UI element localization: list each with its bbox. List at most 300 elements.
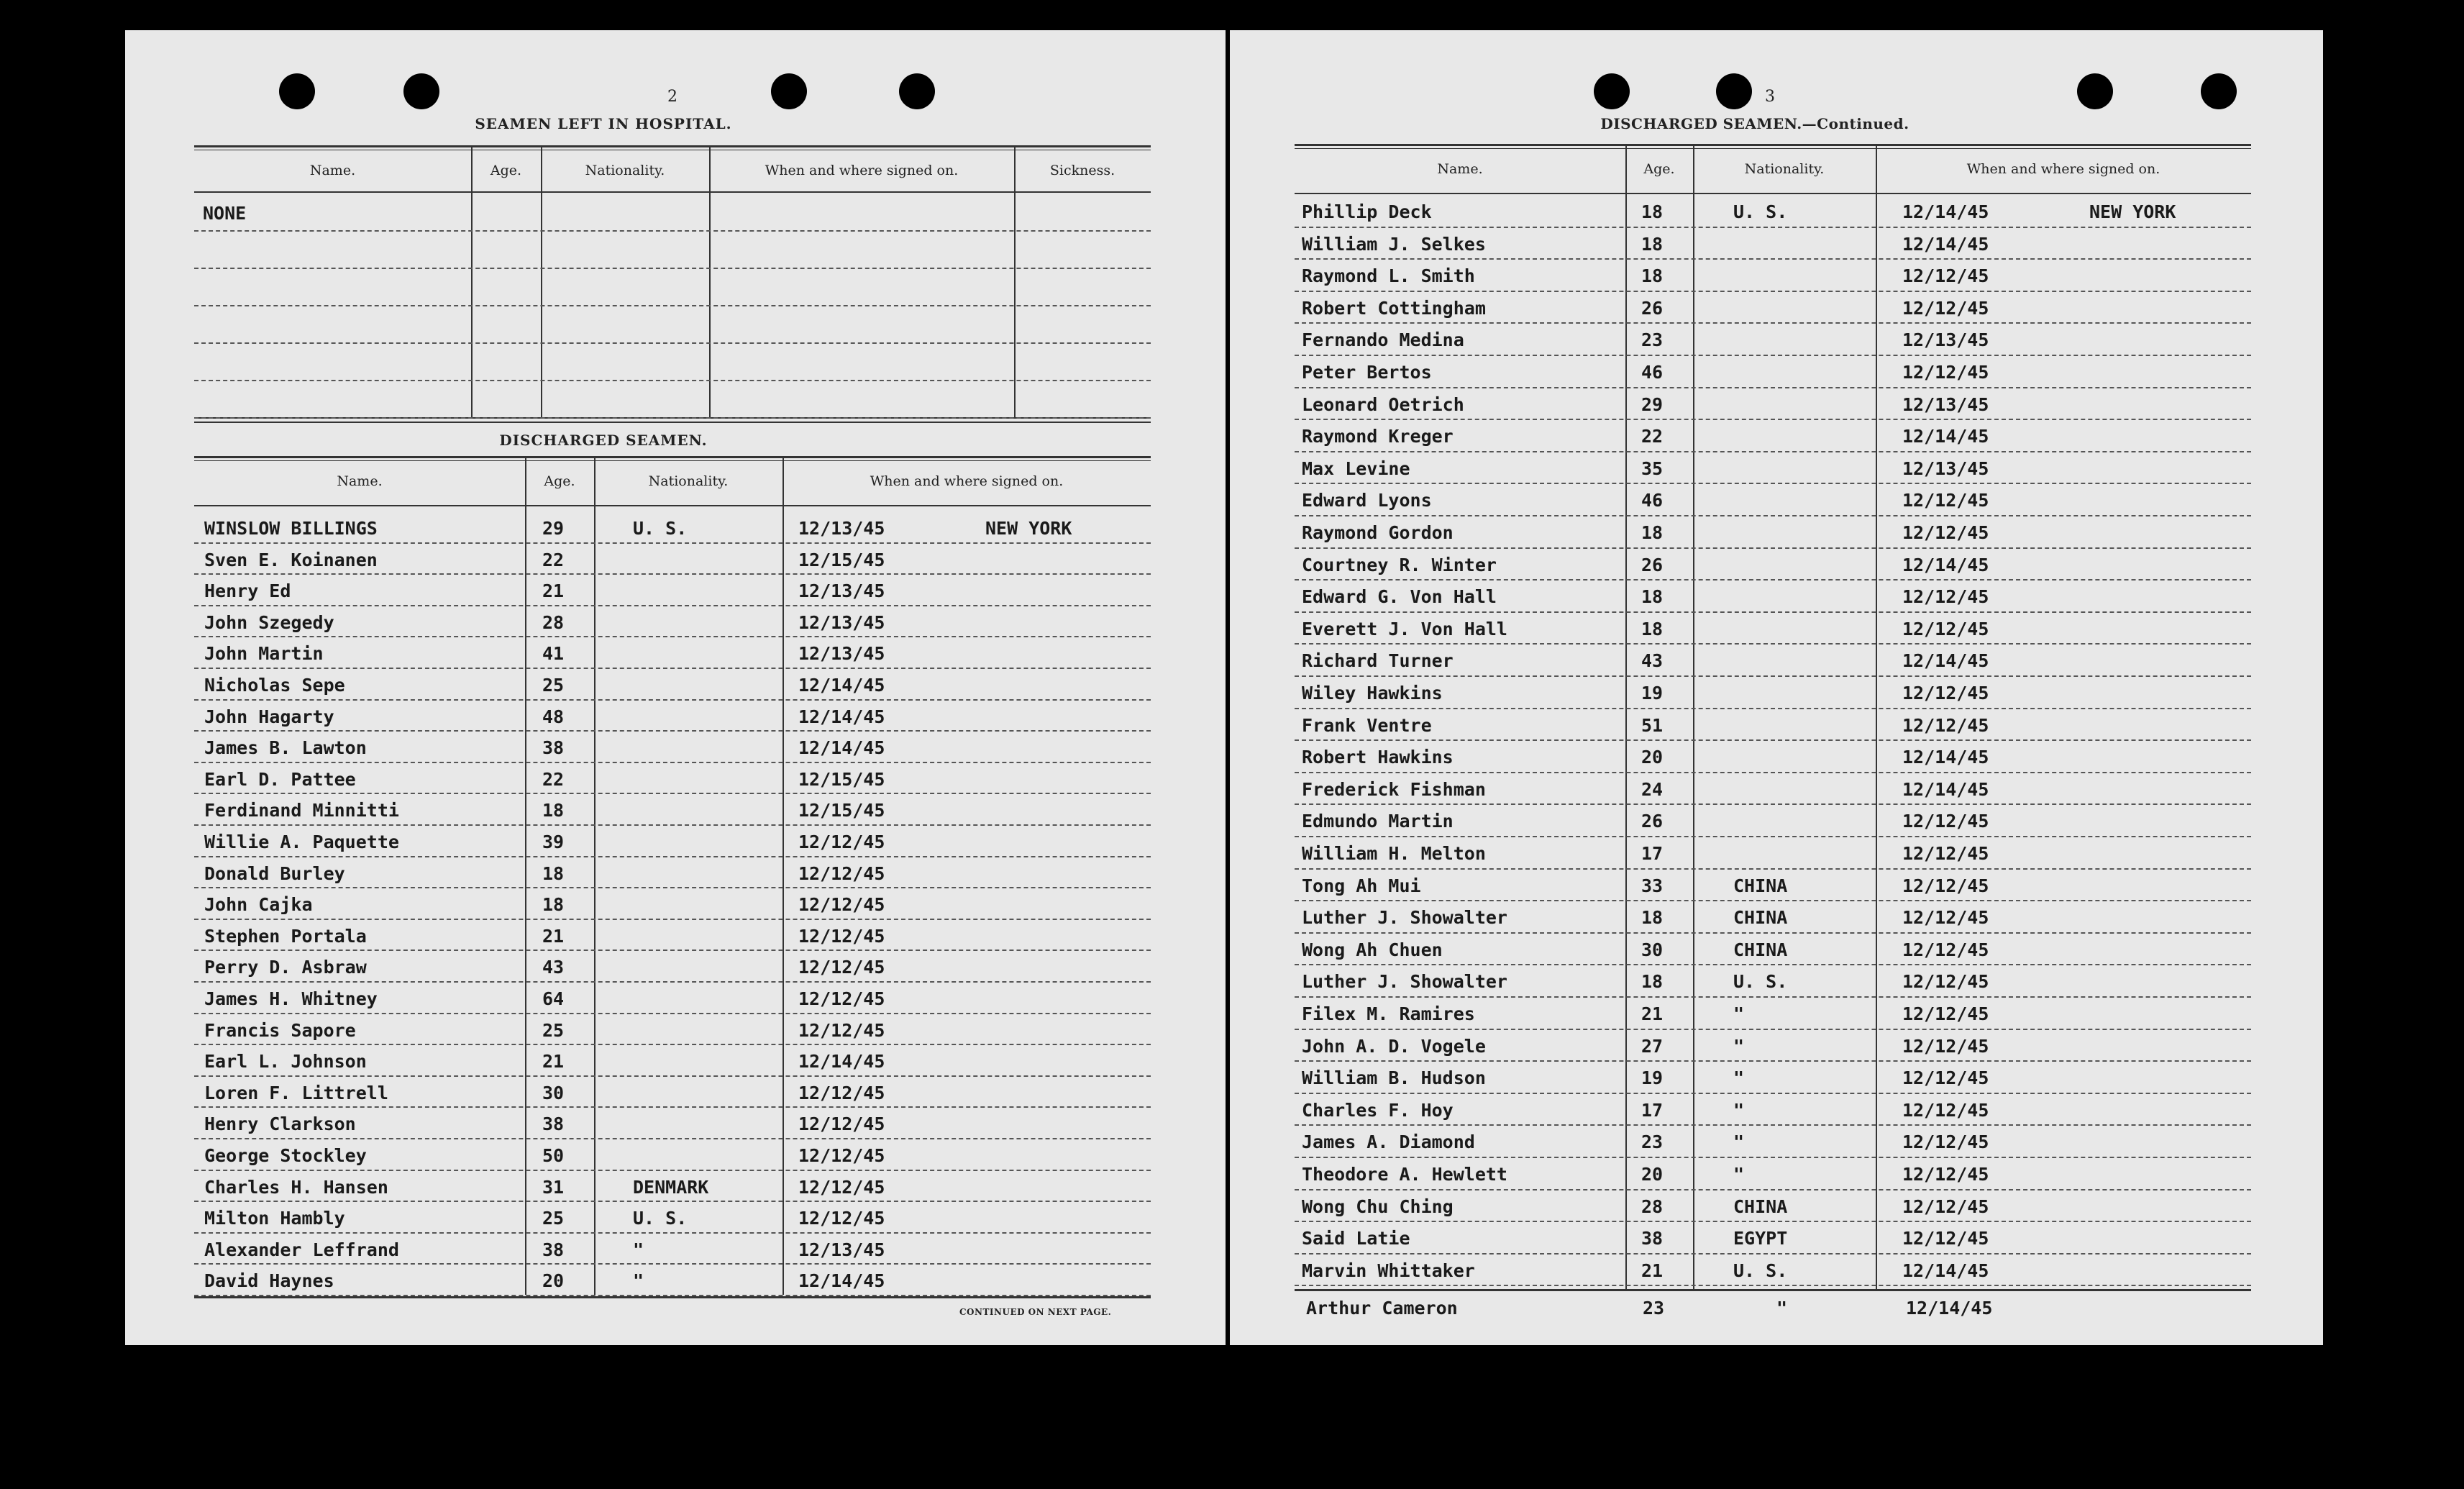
seaman-nationality: CHINA	[1733, 1196, 1788, 1217]
seaman-nationality: U. S.	[1733, 201, 1788, 222]
signed-on-date: 12/12/45	[1902, 683, 1989, 703]
seaman-name: John Cajka	[204, 894, 313, 916]
seaman-name: Stephen Portala	[204, 925, 367, 947]
signed-on-date: 12/14/45	[798, 675, 885, 696]
seaman-nationality: "	[633, 1239, 644, 1260]
table-row	[194, 342, 1151, 381]
signed-on-date: 12/12/45	[1902, 714, 1989, 736]
seaman-nationality: "	[1733, 1131, 1745, 1153]
seaman-age: 39	[542, 832, 565, 852]
seaman-name: Raymond Kreger	[1302, 426, 1454, 447]
signed-on-date: 12/14/45	[1902, 233, 1989, 255]
right-page	[1230, 30, 2323, 1345]
table-row	[1295, 227, 2251, 260]
signed-on-date: 12/14/45	[1902, 554, 1989, 575]
signed-on-date: 12/12/45	[798, 1114, 885, 1135]
signed-on-date: 12/12/45	[1902, 265, 1989, 287]
table-row	[194, 1075, 1151, 1108]
table-row	[1295, 419, 2251, 452]
signed-on-date: 12/12/45	[1902, 586, 1989, 608]
seaman-name: James B. Lawton	[204, 737, 367, 759]
table-row	[194, 668, 1151, 701]
hospital-title: SEAMEN LEFT IN HOSPITAL.	[475, 115, 732, 132]
signed-on-date: 12/12/45	[1902, 297, 1989, 319]
table-row	[194, 762, 1151, 795]
table-row	[1295, 1295, 2251, 1324]
seaman-name: Courtney R. Winter	[1302, 554, 1497, 575]
seaman-name: John A. D. Vogele	[1302, 1035, 1486, 1057]
seaman-name: Francis Sapore	[204, 1019, 356, 1041]
seaman-age: 21	[1641, 1003, 1664, 1024]
seaman-nationality: CHINA	[1733, 875, 1788, 896]
seaman-name: Edmundo Martin	[1302, 811, 1454, 832]
signed-on-date: 12/12/45	[1902, 1067, 1989, 1089]
signed-on-date: 12/14/45	[1902, 426, 1989, 447]
seaman-name: Edward G. Von Hall	[1302, 586, 1497, 608]
table-row	[1295, 355, 2251, 388]
table-row	[1295, 258, 2251, 292]
seaman-nationality: CHINA	[1733, 907, 1788, 929]
signed-on-date: 12/12/45	[798, 862, 885, 884]
signed-on-date: 12/12/45	[1902, 522, 1989, 543]
seaman-name: Max Levine	[1302, 457, 1410, 479]
signed-on-date: 12/12/45	[1902, 490, 1989, 511]
punch-hole	[2201, 73, 2237, 109]
seaman-name: Wong Ah Chuen	[1302, 939, 1443, 960]
table-row	[194, 1044, 1151, 1077]
seaman-age: 29	[542, 518, 565, 539]
seaman-age: 29	[1641, 393, 1664, 415]
seaman-name: Frank Ventre	[1302, 714, 1432, 736]
seaman-name: Robert Hawkins	[1302, 747, 1454, 768]
seaman-name: Peter Bertos	[1302, 362, 1432, 383]
seaman-age: 38	[542, 737, 565, 759]
continued-note: CONTINUED ON NEXT PAGE.	[959, 1307, 1112, 1317]
seaman-age: 18	[1641, 522, 1664, 543]
signed-on-date: 12/12/45	[798, 1176, 885, 1198]
table-row	[194, 573, 1151, 606]
signed-on-date: 12/14/45	[798, 1051, 885, 1073]
seaman-name: Robert Cottingham	[1302, 297, 1486, 319]
seaman-name: Edward Lyons	[1302, 490, 1432, 511]
seaman-age: 51	[1641, 714, 1664, 736]
seaman-name: Filex M. Ramires	[1302, 1003, 1475, 1024]
seaman-age: 18	[1641, 265, 1664, 287]
signed-on-date: 12/14/45	[1902, 747, 1989, 768]
signed-on-date: 12/15/45	[798, 800, 885, 821]
table-row	[1295, 772, 2251, 806]
seaman-age: 48	[542, 706, 565, 727]
col-header-age: Age.	[544, 473, 575, 489]
signed-on-date: 12/12/45	[1902, 362, 1989, 383]
signed-on-date: 12/12/45	[1902, 843, 1989, 864]
punch-hole	[279, 73, 315, 109]
seaman-name: Sven E. Koinanen	[204, 549, 378, 570]
table-row	[1295, 547, 2251, 581]
seaman-age: 26	[1641, 554, 1664, 575]
col-header-signed-on: When and where signed on.	[870, 473, 1064, 489]
signed-on-date: 12/12/45	[798, 925, 885, 947]
seaman-age: 50	[542, 1145, 565, 1166]
table-row	[194, 511, 1151, 544]
discharged-table-left	[194, 456, 1151, 1305]
signed-on-date: 12/12/45	[798, 1019, 885, 1041]
table-row	[1295, 643, 2251, 677]
table-row	[194, 887, 1151, 920]
seaman-name: Said Latie	[1302, 1228, 1410, 1249]
seaman-age: 26	[1641, 811, 1664, 832]
left-page	[125, 30, 1226, 1345]
table-row	[1295, 322, 2251, 356]
seaman-name: Everett J. Von Hall	[1302, 618, 1507, 639]
table-row	[194, 699, 1151, 732]
signed-on-date: 12/14/45	[1902, 778, 1989, 800]
table-row	[1295, 675, 2251, 709]
seaman-name: Perry D. Asbraw	[204, 957, 367, 978]
seaman-name: Alexander Leffrand	[204, 1239, 399, 1260]
signed-on-date: 12/14/45	[1902, 1260, 1989, 1281]
seaman-nationality: "	[1733, 1035, 1745, 1057]
signed-on-date: 12/14/45	[798, 706, 885, 727]
discharged-continued-title: DISCHARGED SEAMEN.—Continued.	[1600, 115, 1909, 132]
table-row	[1295, 451, 2251, 485]
seaman-name: William J. Selkes	[1302, 233, 1486, 255]
seaman-name: John Hagarty	[204, 706, 334, 727]
seaman-nationality: "	[1733, 1099, 1745, 1121]
col-header-signed-on: When and where signed on.	[1966, 161, 2160, 177]
col-header-sickness: Sickness.	[1049, 163, 1115, 178]
signed-on-place: NEW YORK	[2089, 201, 2176, 222]
seaman-age: 43	[542, 957, 565, 978]
page-number: 2	[667, 88, 677, 106]
table-row	[194, 856, 1151, 889]
signed-on-date: 12/12/45	[1902, 1099, 1989, 1121]
seaman-age: 18	[542, 894, 565, 916]
table-row	[1295, 868, 2251, 902]
seaman-name: Arthur Cameron	[1306, 1298, 1458, 1319]
seaman-name: Milton Hambly	[204, 1208, 345, 1229]
seaman-nationality: U. S.	[1733, 971, 1788, 993]
signed-on-date: 12/12/45	[1902, 1196, 1989, 1217]
signed-on-date: 12/14/45	[1902, 650, 1989, 672]
punch-hole	[403, 73, 439, 109]
table-row	[194, 605, 1151, 638]
seaman-age: 30	[542, 1082, 565, 1103]
signed-on-date: 12/14/45	[798, 737, 885, 759]
seaman-name: John Martin	[204, 643, 324, 665]
seaman-age: 30	[1641, 939, 1664, 960]
seaman-age: 24	[1641, 778, 1664, 800]
seaman-name: Marvin Whittaker	[1302, 1260, 1475, 1281]
seaman-nationality: U. S.	[1733, 1260, 1788, 1281]
seaman-name: John Szegedy	[204, 611, 334, 633]
col-header-nationality: Nationality.	[648, 473, 729, 489]
signed-on-date: 12/13/45	[798, 518, 885, 539]
discharged-title: DISCHARGED SEAMEN.	[499, 432, 708, 449]
seaman-age: 23	[1641, 329, 1664, 351]
seaman-age: 18	[1641, 201, 1664, 222]
signed-on-date: 12/12/45	[1902, 907, 1989, 929]
table-row	[194, 305, 1151, 344]
col-header-name: Name.	[1437, 161, 1483, 177]
signed-on-place: NEW YORK	[985, 518, 1072, 539]
seaman-age: 46	[1641, 362, 1664, 383]
seaman-age: 18	[1641, 618, 1664, 639]
seaman-age: 43	[1641, 650, 1664, 672]
seaman-name: David Haynes	[204, 1270, 334, 1292]
table-row	[1295, 900, 2251, 934]
seaman-age: 27	[1641, 1035, 1664, 1057]
table-row	[194, 1232, 1151, 1265]
col-header-age: Age.	[1643, 161, 1675, 177]
signed-on-date: 12/12/45	[798, 957, 885, 978]
table-row	[1295, 836, 2251, 870]
table-row	[1295, 483, 2251, 516]
seaman-age: 19	[1641, 683, 1664, 703]
signed-on-date: 12/12/45	[1902, 939, 1989, 960]
seaman-nationality: "	[633, 1270, 644, 1292]
seaman-name: Wong Chu Ching	[1302, 1196, 1454, 1217]
table-row	[1295, 1189, 2251, 1223]
seaman-name: Leonard Oetrich	[1302, 393, 1464, 415]
signed-on-date: 12/13/45	[1902, 329, 1989, 351]
table-row	[1295, 387, 2251, 421]
signed-on-date: 12/12/45	[798, 1145, 885, 1166]
seaman-name: William B. Hudson	[1302, 1067, 1486, 1089]
seaman-age: 21	[542, 1051, 565, 1073]
table-row	[1295, 1029, 2251, 1062]
seaman-age: 17	[1641, 1099, 1664, 1121]
table-row	[1295, 579, 2251, 613]
seaman-name: Wiley Hawkins	[1302, 683, 1443, 703]
seaman-age: 22	[542, 549, 565, 570]
seaman-age: 18	[1641, 907, 1664, 929]
seaman-age: 38	[542, 1239, 565, 1260]
table-row	[194, 981, 1151, 1014]
table-row	[1295, 1157, 2251, 1190]
seaman-age: 23	[1643, 1298, 1665, 1319]
seaman-age: 38	[542, 1114, 565, 1135]
seaman-name: Raymond Gordon	[1302, 522, 1454, 543]
signed-on-date: 12/13/45	[798, 643, 885, 665]
signed-on-date: 12/12/45	[1902, 1228, 1989, 1249]
seaman-age: 31	[542, 1176, 565, 1198]
seaman-name: Richard Turner	[1302, 650, 1454, 672]
signed-on-date: 12/12/45	[1902, 1003, 1989, 1024]
signed-on-date: 12/12/45	[1902, 971, 1989, 993]
table-row	[194, 1263, 1151, 1296]
seaman-age: 23	[1641, 1131, 1664, 1153]
table-row	[194, 1170, 1151, 1203]
table-row	[1295, 964, 2251, 998]
col-header-signed-on: When and where signed on.	[765, 163, 959, 178]
seaman-name: William H. Melton	[1302, 843, 1486, 864]
signed-on-date: 12/15/45	[798, 549, 885, 570]
seaman-name: Ferdinand Minnitti	[204, 800, 399, 821]
signed-on-date: 12/14/45	[1902, 201, 1989, 222]
seaman-age: 18	[542, 862, 565, 884]
seaman-age: 20	[1641, 747, 1664, 768]
signed-on-date: 12/12/45	[798, 1208, 885, 1229]
punch-hole	[771, 73, 807, 109]
seaman-name: Luther J. Showalter	[1302, 907, 1507, 929]
seaman-nationality: CHINA	[1733, 939, 1788, 960]
seaman-name: Luther J. Showalter	[1302, 971, 1507, 993]
signed-on-date: 12/12/45	[798, 894, 885, 916]
seaman-age: 28	[1641, 1196, 1664, 1217]
signed-on-date: 12/12/45	[1902, 875, 1989, 896]
seaman-age: 35	[1641, 457, 1664, 479]
table-row	[1295, 803, 2251, 837]
col-header-nationality: Nationality.	[585, 163, 665, 178]
signed-on-date: 12/12/45	[1902, 1035, 1989, 1057]
seaman-nationality: U. S.	[633, 1208, 688, 1229]
seaman-name: Charles F. Hoy	[1302, 1099, 1454, 1121]
seaman-age: 21	[542, 580, 565, 602]
table-row	[194, 919, 1151, 952]
seaman-name: Loren F. Littrell	[204, 1082, 388, 1103]
signed-on-date: 12/13/45	[1902, 393, 1989, 415]
signed-on-date: 12/12/45	[1902, 1164, 1989, 1185]
signed-on-date: 12/13/45	[798, 580, 885, 602]
signed-on-date: 12/13/45	[798, 611, 885, 633]
table-row	[194, 193, 1151, 232]
signed-on-date: 12/14/45	[798, 1270, 885, 1292]
seaman-age: 18	[1641, 586, 1664, 608]
table-row	[1295, 1221, 2251, 1255]
seaman-age: 19	[1641, 1067, 1664, 1089]
seaman-name: Frederick Fishman	[1302, 778, 1486, 800]
punch-hole	[899, 73, 935, 109]
seaman-age: 33	[1641, 875, 1664, 896]
seaman-age: 20	[542, 1270, 565, 1292]
table-row	[194, 824, 1151, 857]
seaman-name: George Stockley	[204, 1145, 367, 1166]
table-row	[194, 230, 1151, 269]
seaman-age: 46	[1641, 490, 1664, 511]
col-header-name: Name.	[309, 163, 356, 178]
table-row	[194, 730, 1151, 763]
seaman-name: Nicholas Sepe	[204, 675, 345, 696]
seaman-name: James A. Diamond	[1302, 1131, 1475, 1153]
col-header-nationality: Nationality.	[1744, 161, 1825, 177]
table-row	[194, 1013, 1151, 1046]
signed-on-date: 12/12/45	[798, 832, 885, 852]
table-row	[194, 950, 1151, 983]
table-row	[1295, 739, 2251, 773]
seaman-name: Theodore A. Hewlett	[1302, 1164, 1507, 1185]
seaman-age: 28	[542, 611, 565, 633]
seaman-age: 21	[542, 925, 565, 947]
table-row	[194, 380, 1151, 419]
seaman-name: Raymond L. Smith	[1302, 265, 1475, 287]
seaman-age: 25	[542, 1019, 565, 1041]
table-row	[1295, 1124, 2251, 1158]
table-row	[194, 793, 1151, 826]
col-header-age: Age.	[490, 163, 522, 178]
hospital-table	[194, 145, 1151, 422]
seaman-age: 18	[1641, 971, 1664, 993]
table-row	[1295, 515, 2251, 549]
seaman-age: 22	[542, 768, 565, 790]
signed-on-date: 12/12/45	[1902, 811, 1989, 832]
signed-on-date: 12/12/45	[798, 988, 885, 1009]
signed-on-date: 12/12/45	[1902, 1131, 1989, 1153]
seaman-name: WINSLOW BILLINGS	[204, 518, 378, 539]
seaman-nationality: "	[1733, 1164, 1745, 1185]
seaman-name: Earl L. Johnson	[204, 1051, 367, 1073]
signed-on-date: 12/12/45	[1902, 618, 1989, 639]
signed-on-date: 12/13/45	[798, 1239, 885, 1260]
seaman-age: 38	[1641, 1228, 1664, 1249]
seaman-nationality: "	[1733, 1003, 1745, 1024]
seaman-age: 25	[542, 1208, 565, 1229]
table-row	[194, 542, 1151, 575]
seaman-age: 26	[1641, 297, 1664, 319]
signed-on-date: 12/12/45	[798, 1082, 885, 1103]
table-row	[1295, 708, 2251, 742]
signed-on-date: 12/14/45	[1906, 1298, 1993, 1319]
seaman-name: Henry Ed	[204, 580, 291, 602]
signed-on-date: 12/15/45	[798, 768, 885, 790]
signed-on-date: 12/13/45	[1902, 457, 1989, 479]
seaman-name: Henry Clarkson	[204, 1114, 356, 1135]
hospital-entry: NONE	[203, 203, 247, 224]
seaman-name: Donald Burley	[204, 862, 345, 884]
table-row	[1295, 996, 2251, 1030]
seaman-age: 18	[1641, 233, 1664, 255]
seaman-nationality: "	[1733, 1067, 1745, 1089]
table-row	[1295, 291, 2251, 324]
seaman-nationality: DENMARK	[633, 1176, 709, 1198]
table-row	[194, 1106, 1151, 1139]
seaman-name: Willie A. Paquette	[204, 832, 399, 852]
seaman-name: Earl D. Pattee	[204, 768, 356, 790]
seaman-age: 20	[1641, 1164, 1664, 1185]
seaman-age: 18	[542, 800, 565, 821]
seaman-nationality: U. S.	[633, 518, 688, 539]
seaman-name: Fernando Medina	[1302, 329, 1464, 351]
punch-hole	[1594, 73, 1630, 109]
seaman-age: 64	[542, 988, 565, 1009]
table-row	[194, 636, 1151, 669]
table-row	[1295, 611, 2251, 645]
seaman-name: James H. Whitney	[204, 988, 378, 1009]
table-row	[1295, 1093, 2251, 1126]
table-row	[1295, 194, 2251, 228]
punch-hole	[1716, 73, 1752, 109]
table-row	[194, 1138, 1151, 1171]
table-row	[1295, 932, 2251, 966]
punch-hole	[2077, 73, 2113, 109]
table-row	[1295, 1253, 2251, 1287]
col-header-name: Name.	[337, 473, 383, 489]
table-row	[194, 1201, 1151, 1234]
seaman-nationality: EGYPT	[1733, 1228, 1788, 1249]
seaman-age: 17	[1641, 843, 1664, 864]
seaman-age: 25	[542, 675, 565, 696]
seaman-nationality: "	[1776, 1298, 1788, 1319]
table-row	[1295, 1060, 2251, 1094]
seaman-age: 22	[1641, 426, 1664, 447]
seaman-age: 41	[542, 643, 565, 665]
seaman-age: 21	[1641, 1260, 1664, 1281]
seaman-name: Charles H. Hansen	[204, 1176, 388, 1198]
discharged-table-right	[1295, 144, 2251, 1319]
table-row	[194, 268, 1151, 306]
seaman-name: Phillip Deck	[1302, 201, 1432, 222]
page-number: 3	[1765, 88, 1775, 106]
